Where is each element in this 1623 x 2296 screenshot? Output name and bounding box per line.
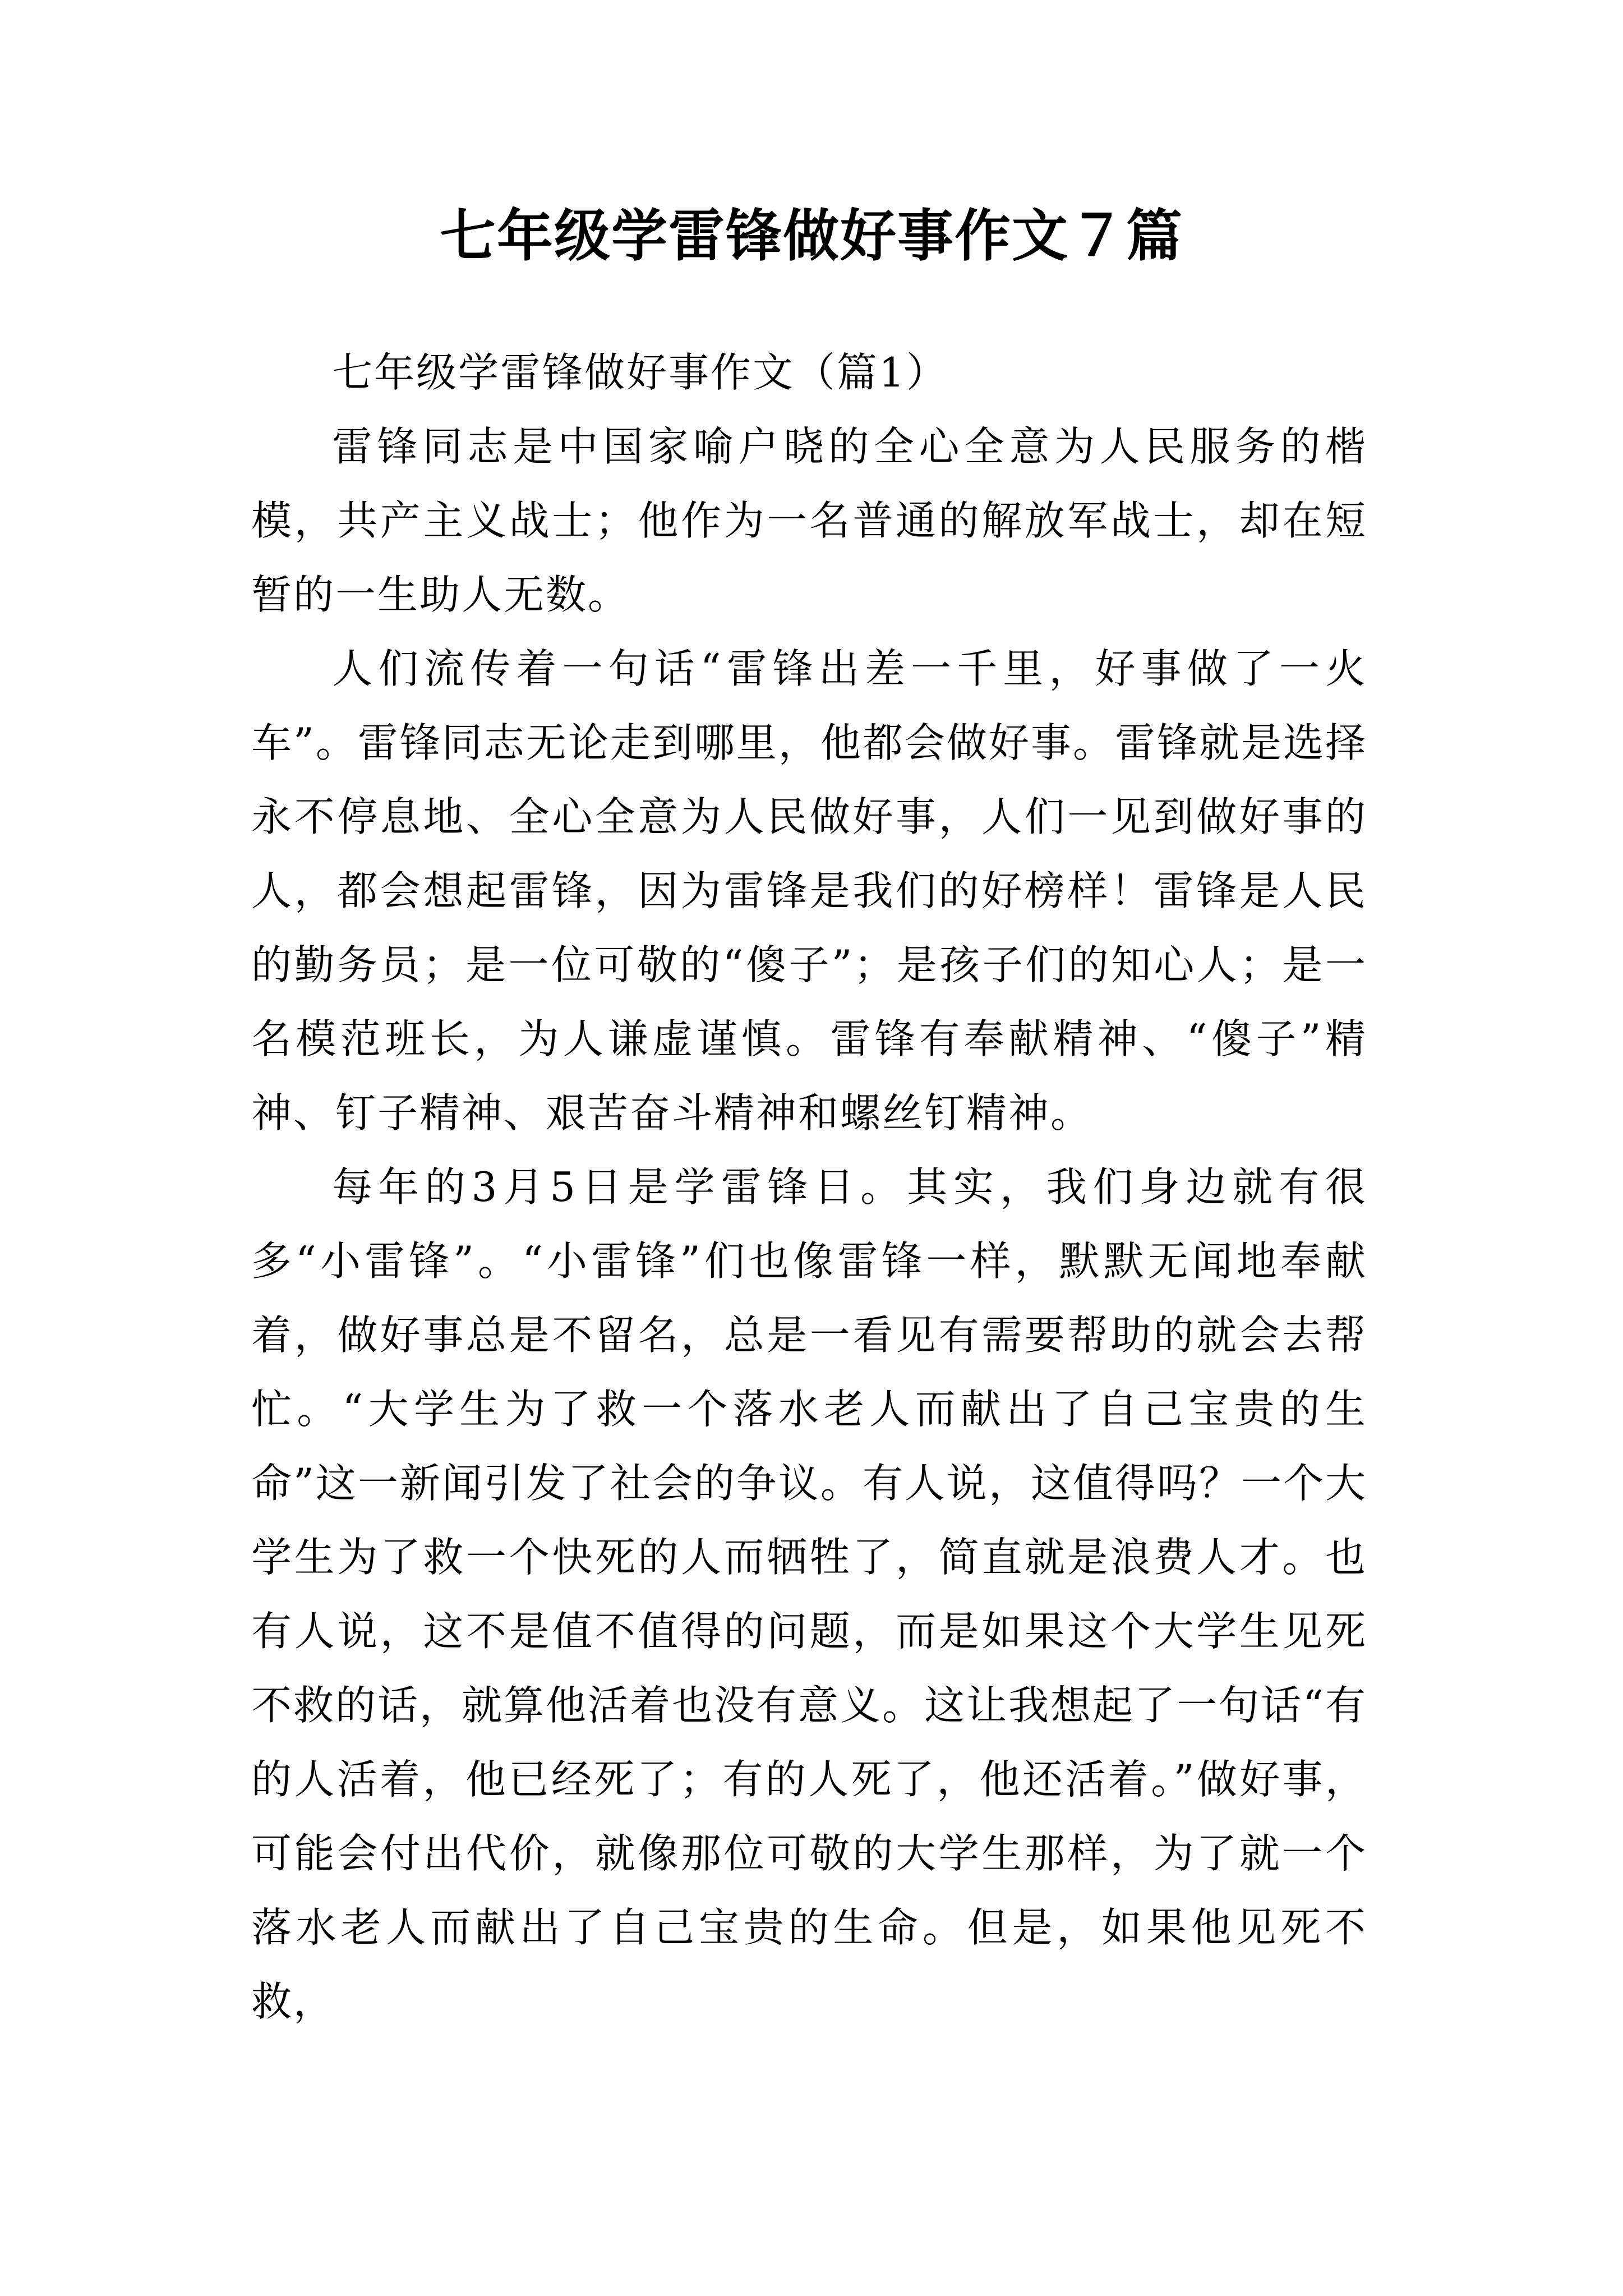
document-body [251, 335, 1367, 2039]
paragraph: 人们流传着一句话“雷锋出差一千里，好事做了一火车”。雷锋同志无论走到哪里，他都会做好事。雷锋就是选择永不停息地、全心全意为人民做好事，人们一见到做好事的人，都会想起雷锋，因为雷锋是我们的好榜样！雷锋是人民的勤务员；是一位可敬的“傻子”；是孩子们的知心人；是一名模范班长，为人谦虚谨慎。雷锋有奉献精神、“傻子”精神、钉子精神、艰苦奋斗精神和螺丝钉精神。 [251, 645, 1367, 1137]
paragraph: 雷锋同志是中国家喻户晓的全心全意为人民服务的楷模，共产主义战士；他作为一名普通的解放军战士，却在短暂的一生助人无数。 [251, 423, 1367, 618]
section-heading: 七年级学雷锋做好事作文（篇1） [332, 349, 948, 396]
document-title: 七年级学雷锋做好事作文７篇 [440, 203, 1183, 269]
paragraph: 每年的3月5日是学雷锋日。其实，我们身边就有很多“小雷锋”。“小雷锋”们也像雷锋一样，默默无闻地奉献着，做好事总是不留名，总是一看见有需要帮助的就会去帮忙。“大学生为了救一个落水老人而献出了自己宝贵的生命”这一新闻引发了社会的争议。有人说，这值得吗？一个大学生为了救一个快死的人而牺牲了，简直就是浪费人才。也有人说，这不是值不值得的问题，而是如果这个大学生见死不救的话，就算他活着也没有意义。这让我想起了一句话“有的人活着，他已经死了；有的人死了，他还活着。”做好事，可能会付出代价，就像那位可敬的大学生那样，为了就一个落水老人而献出了自己宝贵的生命。但是，如果他见死不救， [251, 1163, 1367, 2025]
